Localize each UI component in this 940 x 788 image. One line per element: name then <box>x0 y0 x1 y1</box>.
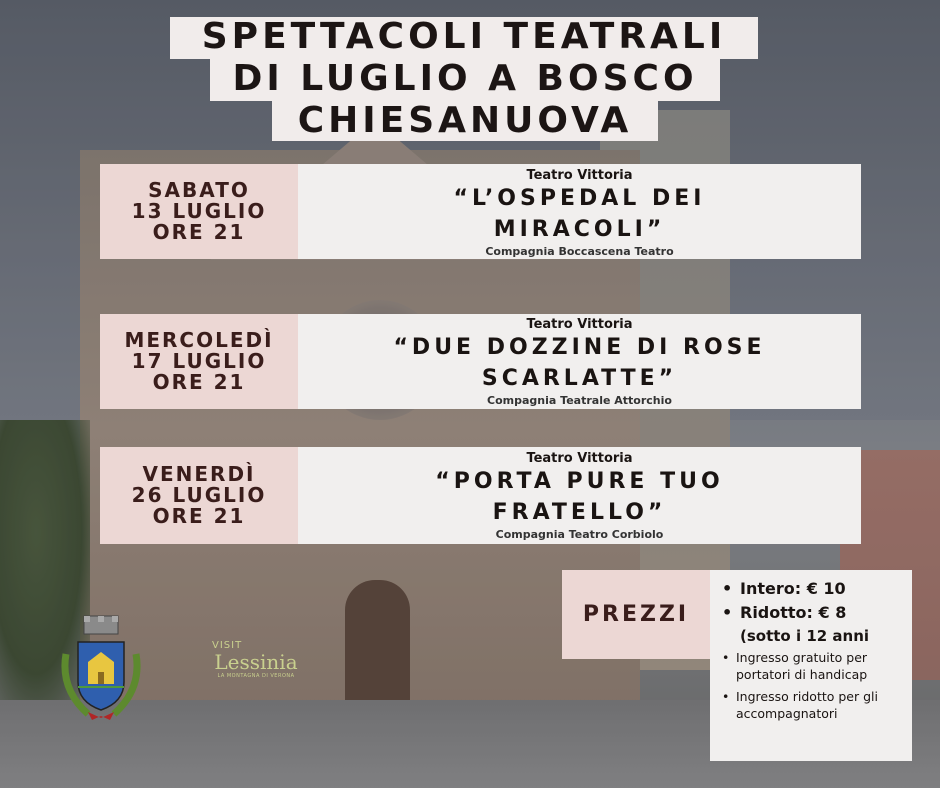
event-time: ORE 21 <box>152 370 246 394</box>
logo-lessinia-text: Lessinia <box>214 650 298 674</box>
event-show-title-line: MIRACOLI” <box>493 217 666 242</box>
prices-sub-list <box>720 649 906 722</box>
price-item <box>720 577 906 601</box>
event-date-2 <box>100 314 298 409</box>
bullet-icon: • <box>722 603 733 622</box>
bullet-icon: • <box>722 650 730 665</box>
event-info-2 <box>298 314 861 409</box>
event-time: ORE 21 <box>152 504 246 528</box>
event-day: MERCOLEDÌ <box>124 328 274 352</box>
price-sub-item <box>720 688 906 722</box>
event-show-title-line: SCARLATTE” <box>481 366 678 391</box>
event-show-title-line: “L’OSPEDAL DEI <box>453 186 706 211</box>
event-venue: Teatro Vittoria <box>526 451 633 466</box>
event-venue: Teatro Vittoria <box>526 317 633 332</box>
municipal-crest-icon <box>58 614 144 724</box>
event-show-title-line: “DUE DOZZINE DI ROSE <box>393 335 766 360</box>
price-item-label: Ridotto: € 8 <box>740 603 847 622</box>
title-line-2: DI LUGLIO A BOSCO <box>210 59 720 101</box>
event-info-1 <box>298 164 861 259</box>
event-date: 17 LUGLIO <box>131 349 267 373</box>
event-show-title-line: “PORTA PURE TUO <box>435 469 724 494</box>
bullet-icon: • <box>722 689 730 704</box>
title-line-1: SPETTACOLI TEATRALI <box>170 17 758 59</box>
price-item-label: Intero: € 10 <box>740 579 846 598</box>
price-note: (sotto i 12 anni <box>740 627 870 645</box>
title-line-3: CHIESANUOVA <box>272 101 658 141</box>
event-company: Compagnia Teatrale Attorchio <box>487 394 672 407</box>
event-venue: Teatro Vittoria <box>526 168 633 183</box>
event-day: VENERDÌ <box>142 462 256 486</box>
price-sub-item-label: Ingresso gratuito per portatori di handicap <box>736 650 868 682</box>
logo-tagline: LA MONTAGNA DI VERONA <box>217 673 295 679</box>
event-company: Compagnia Boccascena Teatro <box>485 245 674 258</box>
prices-list-box <box>710 570 912 761</box>
price-sub-item <box>720 649 906 683</box>
event-date-1 <box>100 164 298 259</box>
event-info-3 <box>298 447 861 544</box>
event-show-title-line: FRATELLO” <box>492 500 667 525</box>
event-date: 13 LUGLIO <box>131 199 267 223</box>
event-company: Compagnia Teatro Corbiolo <box>495 528 664 541</box>
prices-heading: PREZZI <box>562 570 710 659</box>
prices-main-list <box>720 577 906 625</box>
event-day: SABATO <box>148 178 250 202</box>
price-item <box>720 601 906 625</box>
price-sub-item-label: Ingresso ridotto per gli accompagnatori <box>736 689 878 721</box>
logo-visit-text: VISIT <box>212 640 243 651</box>
visit-lessinia-logo <box>200 640 312 696</box>
bullet-icon: • <box>722 579 733 598</box>
event-date: 26 LUGLIO <box>131 483 267 507</box>
event-date-3 <box>100 447 298 544</box>
event-time: ORE 21 <box>152 220 246 244</box>
